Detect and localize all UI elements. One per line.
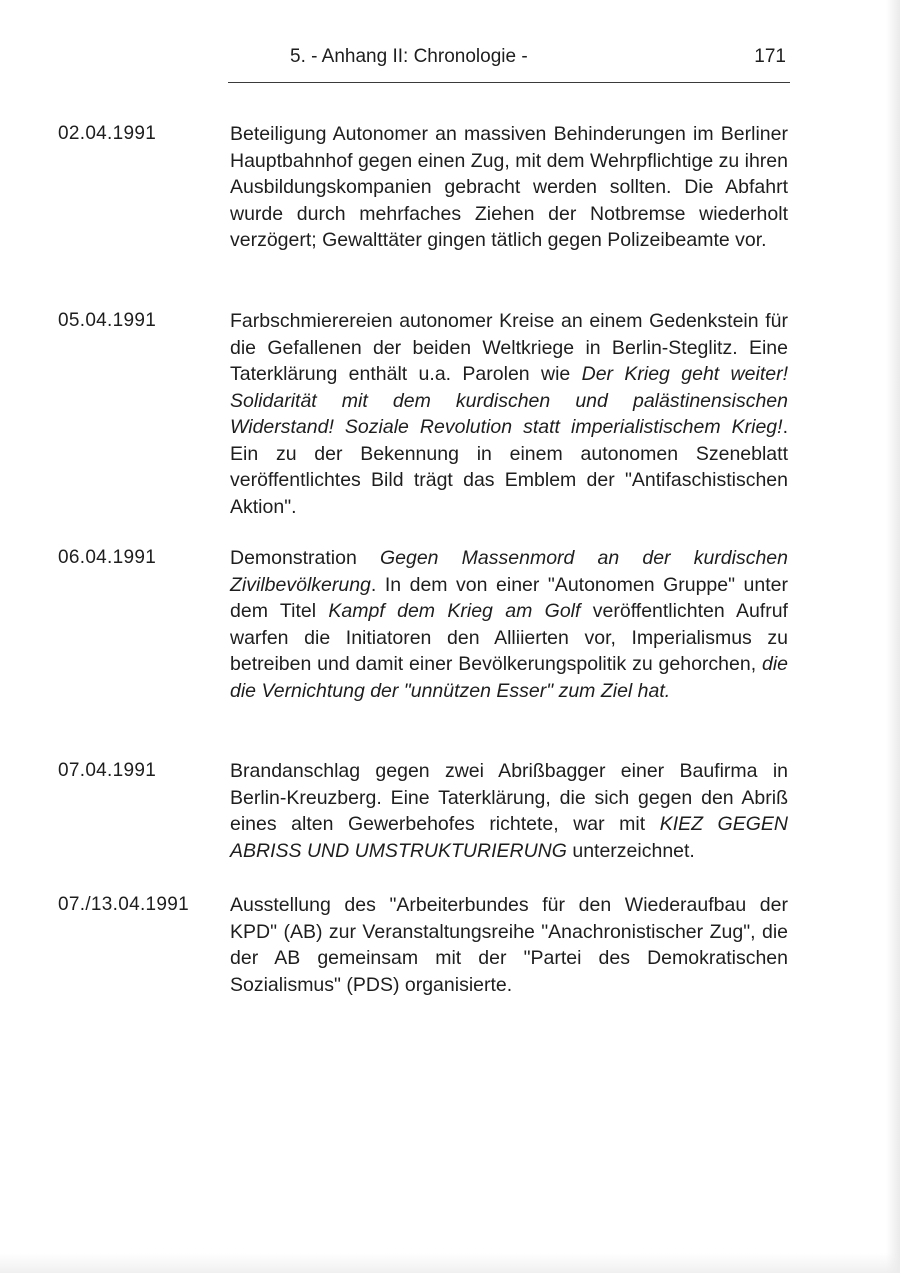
scan-bottom-shadow bbox=[0, 1253, 900, 1273]
entry-date: 05.04.1991 bbox=[58, 310, 157, 331]
scan-edge-shadow bbox=[886, 0, 900, 1273]
header-rule bbox=[228, 82, 790, 83]
entry-text-emphasis: KIEZ GEGEN ABRISS UND UMSTRUKTURIERUNG bbox=[230, 813, 788, 862]
entry-date: 07./13.04.1991 bbox=[58, 894, 189, 915]
entry-text-segment: Brandanschlag gegen zwei Abrißbagger einer Baufirma in Berlin-Kreuzberg. Eine Taterklärung, die sich gegen den Abriß eines alten Gewerbehofes richtete, war mit bbox=[230, 760, 788, 835]
entry-text-segment: Ausstellung des "Arbeiterbundes für den Wiederaufbau der KPD" (AB) zur Veranstaltungsreihe "Anachronistischer Zug", die der AB gemeinsam mit der "Partei des Demokratischen Sozialismus" (PDS) organisierte. bbox=[230, 894, 788, 996]
entry-text bbox=[230, 758, 788, 864]
entry-text-segment: unterzeichnet. bbox=[566, 839, 695, 862]
page-number: 171 bbox=[754, 46, 786, 67]
entry-text-segment: Demonstration bbox=[230, 547, 380, 569]
entry-text-emphasis: Der Krieg geht weiter! Solidarität mit dem kurdischen und palästinensischen Widerstand! Soziale Revolution statt imperialistischem Krieg! bbox=[230, 363, 788, 438]
running-title: 5. - Anhang II: Chronologie - bbox=[290, 46, 528, 67]
page-header bbox=[228, 42, 790, 74]
entry-text-emphasis: die die Vernichtung der "unnützen Esser" zum Ziel hat. bbox=[230, 653, 788, 702]
entry-text bbox=[230, 308, 788, 520]
entry-date: 02.04.1991 bbox=[58, 123, 157, 144]
entry-date: 07.04.1991 bbox=[58, 760, 157, 781]
entry-date: 06.04.1991 bbox=[58, 547, 157, 568]
entry-text-emphasis: Kampf dem Krieg am Golf bbox=[328, 600, 581, 622]
entry-text bbox=[230, 892, 788, 998]
entry-text-segment: . In dem von einer "Autonomen Gruppe" unter dem Titel bbox=[230, 573, 788, 622]
entry-text-segment: Beteiligung Autonomer an massiven Behinderungen im Berliner Hauptbahnhof gegen einen Zug, mit dem Wehrpflichtige zu ihren Ausbildungskompanien gebracht werden sollten. Die Abfahrt wurde durch mehrfaches Ziehen der Notbremse wiederholt verzögert; Gewalttäter gingen tätlich gegen Polizeibeamte vor. bbox=[230, 123, 788, 251]
entry-text bbox=[230, 545, 788, 704]
entry-text-segment: Farbschmierereien autonomer Kreise an einem Gedenkstein für die Gefallenen der beiden Weltkriege in Berlin-Steglitz. Eine Taterklärung enthält u.a. Parolen wie bbox=[230, 310, 788, 385]
entry-text-segment: veröffentlichten Aufruf warfen die Initiatoren den Alliierten vor, Imperialismus zu betreiben und damit einer Bevölkerungspolitik zu gehorchen, bbox=[230, 600, 788, 675]
entry-text-segment: . Ein zu der Bekennung in einem autonomen Szeneblatt veröffentlichtes Bild trägt das Emblem der "Antifaschistischen Aktion". bbox=[230, 416, 788, 518]
entry-text bbox=[230, 121, 788, 254]
entry-text-emphasis: Gegen Massenmord an der kurdischen Zivilbevölkerung bbox=[230, 547, 788, 596]
